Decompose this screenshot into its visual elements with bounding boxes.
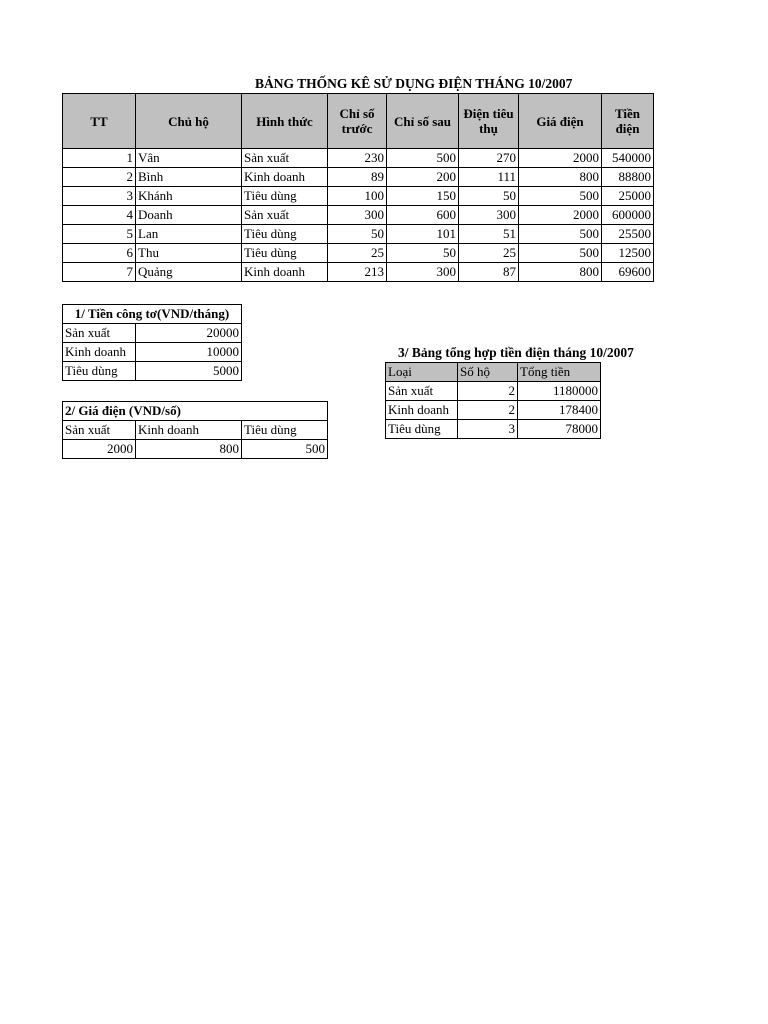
price-value: 800: [136, 440, 242, 459]
summary-type: Kinh doanh: [386, 401, 458, 420]
summary-header-total: Tổng tiền: [518, 363, 601, 382]
summary-total: 178400: [518, 401, 601, 420]
meter-fee-table: [62, 304, 242, 381]
meter-fee-label: Tiêu dùng: [63, 362, 136, 381]
cell-tt: 7: [63, 263, 136, 282]
col-header-consumption: Điện tiêu thụ: [459, 94, 519, 149]
meter-fee-value: 5000: [136, 362, 242, 381]
summary-type: Sản xuất: [386, 382, 458, 401]
price-table: [62, 401, 328, 459]
cell-consumption: 51: [459, 225, 519, 244]
cell-prev: 300: [328, 206, 387, 225]
price-value: 2000: [63, 440, 136, 459]
cell-next: 500: [387, 149, 459, 168]
col-header-prev-reading: Chỉ số trước: [328, 94, 387, 149]
page-title: BẢNG THỐNG KÊ SỬ DỤNG ĐIỆN THÁNG 10/2007: [255, 76, 573, 91]
cell-type: Sản xuất: [242, 149, 328, 168]
cell-price: 800: [519, 263, 602, 282]
table-row: [63, 343, 242, 362]
table-row: [63, 244, 654, 263]
price-label: Tiêu dùng: [242, 421, 328, 440]
col-header-next-reading: Chỉ số sau: [387, 94, 459, 149]
cell-amount: 25000: [602, 187, 654, 206]
cell-price: 800: [519, 168, 602, 187]
table-row: [63, 263, 654, 282]
table-row: [63, 440, 328, 459]
cell-prev: 213: [328, 263, 387, 282]
summary-header: [386, 363, 601, 382]
cell-type: Kinh doanh: [242, 263, 328, 282]
cell-next: 600: [387, 206, 459, 225]
table-row: [386, 401, 601, 420]
table-row: [63, 362, 242, 381]
summary-count: 2: [458, 401, 518, 420]
cell-consumption: 25: [459, 244, 519, 263]
summary-header-count: Số hộ: [458, 363, 518, 382]
cell-owner: Doanh: [136, 206, 242, 225]
cell-prev: 100: [328, 187, 387, 206]
meter-fee-label: Sản xuất: [63, 324, 136, 343]
col-header-owner: Chủ hộ: [136, 94, 242, 149]
table-row: [63, 149, 654, 168]
table-row: [63, 225, 654, 244]
cell-amount: 25500: [602, 225, 654, 244]
cell-consumption: 270: [459, 149, 519, 168]
cell-consumption: 111: [459, 168, 519, 187]
meter-fee-value: 10000: [136, 343, 242, 362]
cell-prev: 50: [328, 225, 387, 244]
cell-price: 500: [519, 187, 602, 206]
cell-next: 300: [387, 263, 459, 282]
price-label: Kinh doanh: [136, 421, 242, 440]
table-row: [63, 168, 654, 187]
table-row: [63, 206, 654, 225]
meter-fee-label: Kinh doanh: [63, 343, 136, 362]
cell-consumption: 50: [459, 187, 519, 206]
cell-amount: 540000: [602, 149, 654, 168]
cell-type: Kinh doanh: [242, 168, 328, 187]
table-row: [63, 421, 328, 440]
col-header-tt: TT: [63, 94, 136, 149]
cell-owner: Vân: [136, 149, 242, 168]
price-title: 2/ Giá điện (VND/số): [63, 402, 328, 421]
summary-count: 3: [458, 420, 518, 439]
cell-tt: 6: [63, 244, 136, 263]
cell-consumption: 300: [459, 206, 519, 225]
cell-price: 2000: [519, 206, 602, 225]
cell-next: 150: [387, 187, 459, 206]
col-header-amount: Tiền điện: [602, 94, 654, 149]
cell-amount: 12500: [602, 244, 654, 263]
usage-table: [62, 93, 654, 282]
cell-next: 101: [387, 225, 459, 244]
summary-count: 2: [458, 382, 518, 401]
price-label: Sản xuất: [63, 421, 136, 440]
table-row: [386, 420, 601, 439]
col-header-price: Giá điện: [519, 94, 602, 149]
summary-total: 1180000: [518, 382, 601, 401]
summary-table: [385, 362, 601, 439]
table-row: [63, 187, 654, 206]
cell-tt: 2: [63, 168, 136, 187]
cell-amount: 600000: [602, 206, 654, 225]
summary-total: 78000: [518, 420, 601, 439]
meter-fee-title: 1/ Tiền công tơ(VND/tháng): [63, 305, 242, 324]
cell-tt: 3: [63, 187, 136, 206]
cell-owner: Bình: [136, 168, 242, 187]
col-header-type: Hình thức: [242, 94, 328, 149]
cell-next: 200: [387, 168, 459, 187]
cell-owner: Quảng: [136, 263, 242, 282]
cell-owner: Khánh: [136, 187, 242, 206]
cell-prev: 25: [328, 244, 387, 263]
cell-prev: 230: [328, 149, 387, 168]
cell-tt: 1: [63, 149, 136, 168]
cell-tt: 5: [63, 225, 136, 244]
cell-owner: Thu: [136, 244, 242, 263]
cell-tt: 4: [63, 206, 136, 225]
table-row: [386, 382, 601, 401]
cell-price: 500: [519, 244, 602, 263]
summary-title: 3/ Bảng tổng hợp tiền điện tháng 10/2007: [398, 345, 634, 360]
cell-type: Tiêu dùng: [242, 225, 328, 244]
summary-type: Tiêu dùng: [386, 420, 458, 439]
price-value: 500: [242, 440, 328, 459]
cell-prev: 89: [328, 168, 387, 187]
cell-next: 50: [387, 244, 459, 263]
cell-type: Sản xuất: [242, 206, 328, 225]
table-row: [63, 324, 242, 343]
cell-price: 2000: [519, 149, 602, 168]
cell-type: Tiêu dùng: [242, 187, 328, 206]
cell-amount: 88800: [602, 168, 654, 187]
cell-price: 500: [519, 225, 602, 244]
meter-fee-value: 20000: [136, 324, 242, 343]
summary-header-type: Loại: [386, 363, 458, 382]
cell-consumption: 87: [459, 263, 519, 282]
cell-type: Tiêu dùng: [242, 244, 328, 263]
cell-owner: Lan: [136, 225, 242, 244]
usage-table-header: [63, 94, 654, 149]
cell-amount: 69600: [602, 263, 654, 282]
